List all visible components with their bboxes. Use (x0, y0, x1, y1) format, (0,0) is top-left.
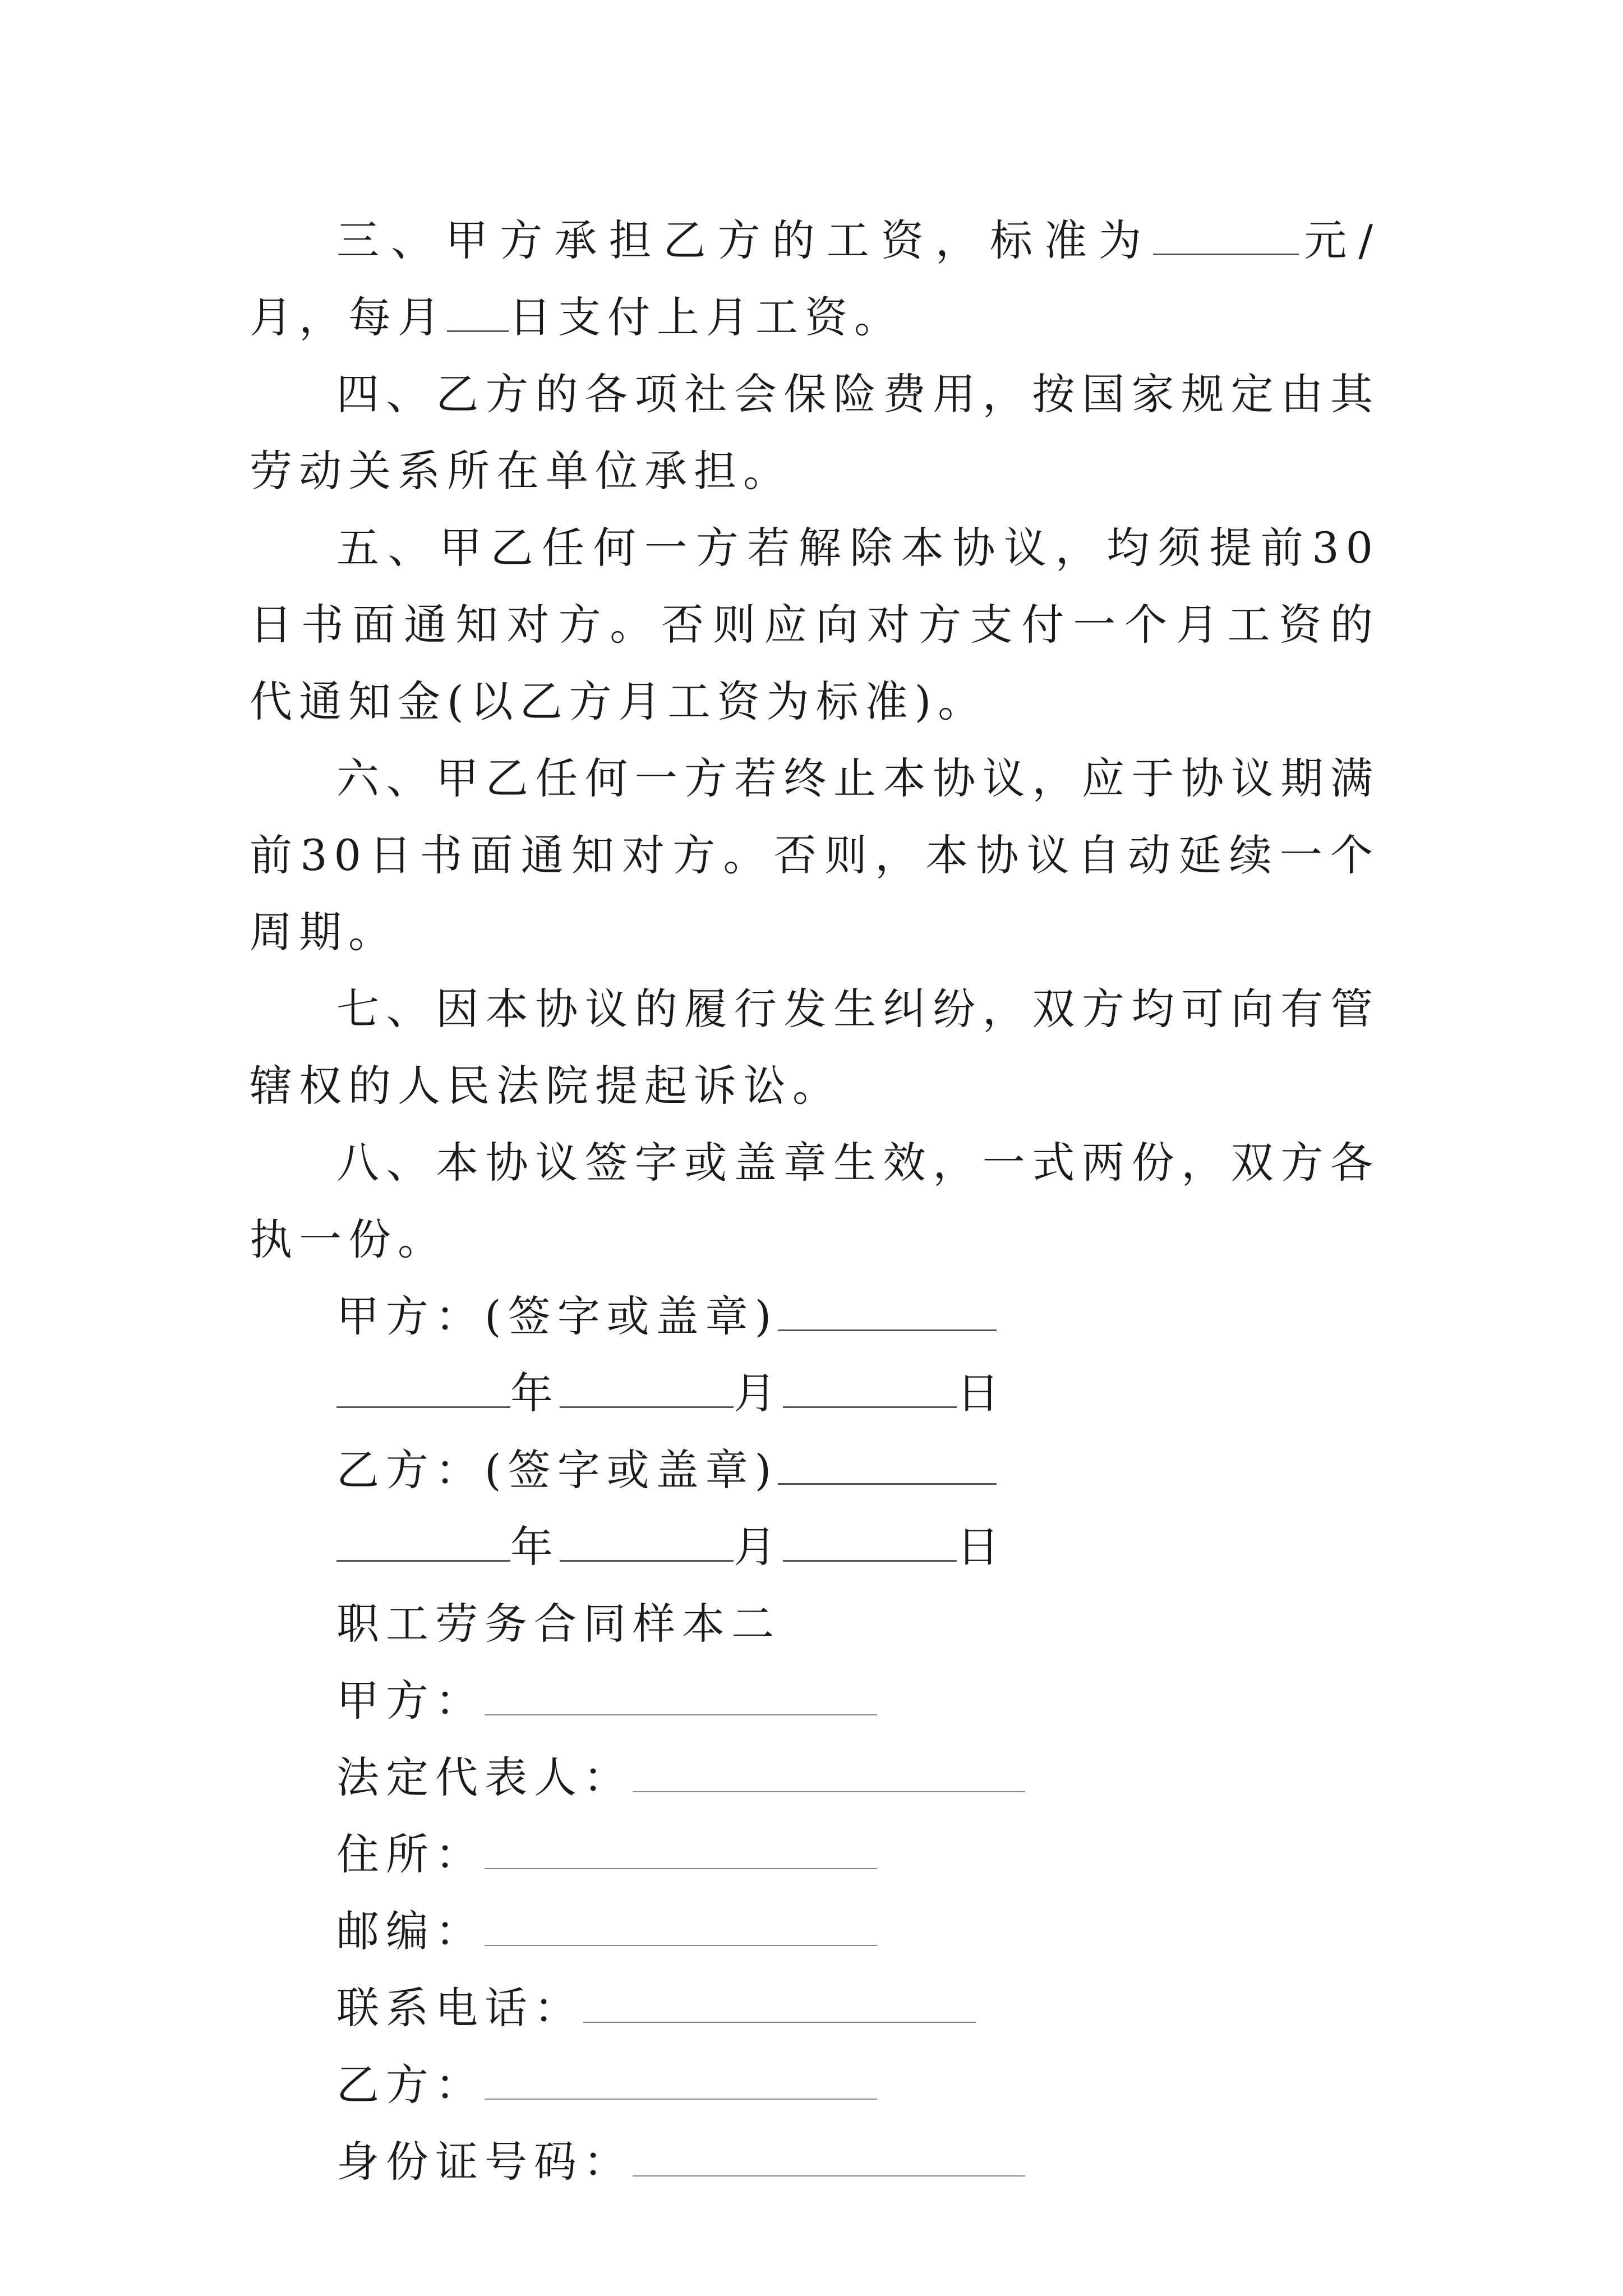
field-party-b (250, 2046, 1380, 2123)
field-blank (633, 1752, 1025, 1792)
field-label: 住所： (336, 1829, 485, 1879)
party-b-day-blank (783, 1521, 957, 1562)
party-b-month-blank (560, 1521, 734, 1562)
field-label: 身份证号码： (336, 2137, 633, 2187)
field-blank (633, 2136, 1025, 2177)
party-a-signature-line (250, 1278, 1380, 1355)
year-label: 年 (510, 1368, 560, 1418)
month-label: 月 (734, 1522, 783, 1572)
field-blank (485, 1675, 877, 1715)
party-a-signature-label: 甲方：(签字或盖章) (336, 1291, 778, 1341)
clause-7: 七、因本协议的履行发生纠纷，双方均可向有管辖权的人民法院提起诉讼。 (250, 984, 1380, 1111)
clause-3-text-a: 三、甲方承担乙方的工资，标准为 (336, 215, 1154, 265)
party-b-year-blank (336, 1521, 510, 1562)
clause-4: 四、乙方的各项社会保险费用，按国家规定由其劳动关系所在单位承担。 (250, 369, 1380, 496)
clause-3 (250, 202, 1380, 356)
clause-3-text-b: 元/月，每月 (250, 215, 1380, 342)
field-phone (250, 1970, 1380, 2046)
party-a-year-blank (336, 1367, 510, 1408)
party-a-month-blank (560, 1367, 734, 1408)
field-blank (485, 2059, 877, 2100)
field-label: 联系电话： (336, 1983, 583, 2033)
party-a-day-blank (783, 1367, 957, 1408)
day-label: 日 (957, 1368, 1006, 1418)
party-b-date-line (250, 1508, 1380, 1585)
pay-day-blank (447, 291, 509, 332)
party-b-signature-line (250, 1432, 1380, 1508)
party-b-signature-label: 乙方：(签字或盖章) (336, 1445, 778, 1495)
field-label: 乙方： (336, 2060, 485, 2110)
clause-8: 八、本协议签字或盖章生效，一式两份，双方各执一份。 (250, 1138, 1380, 1264)
field-label: 甲方： (336, 1676, 485, 1726)
field-label: 邮编： (336, 1906, 485, 1956)
field-address (250, 1816, 1380, 1893)
sample-two-heading: 职工劳务合同样本二 (336, 1599, 781, 1649)
field-legal-representative (250, 1739, 1380, 1816)
party-a-date-line (250, 1355, 1380, 1432)
field-id-number (250, 2123, 1380, 2200)
clause-5: 五、甲乙任何一方若解除本协议，均须提前30日书面通知对方。否则应向对方支付一个月工资的代通知金(以乙方月工资为标准)。 (250, 523, 1380, 726)
day-label: 日 (957, 1522, 1006, 1572)
party-b-signature-blank (778, 1444, 997, 1485)
field-postcode (250, 1893, 1380, 1970)
month-label: 月 (734, 1368, 783, 1418)
party-a-signature-blank (778, 1290, 997, 1331)
clause-3-text-c: 日支付上月工资。 (509, 292, 903, 342)
document-body (250, 202, 1380, 2200)
salary-blank (1153, 214, 1299, 255)
field-party-a (250, 1662, 1380, 1739)
clause-6: 六、甲乙任何一方若终止本协议，应于协议期满前30日书面通知对方。否则，本协议自动延续一个周期。 (250, 753, 1380, 957)
field-label: 法定代表人： (336, 1752, 633, 1802)
field-blank (583, 1982, 976, 2023)
field-blank (485, 1906, 877, 1946)
year-label: 年 (510, 1522, 560, 1572)
field-blank (485, 1829, 877, 1869)
